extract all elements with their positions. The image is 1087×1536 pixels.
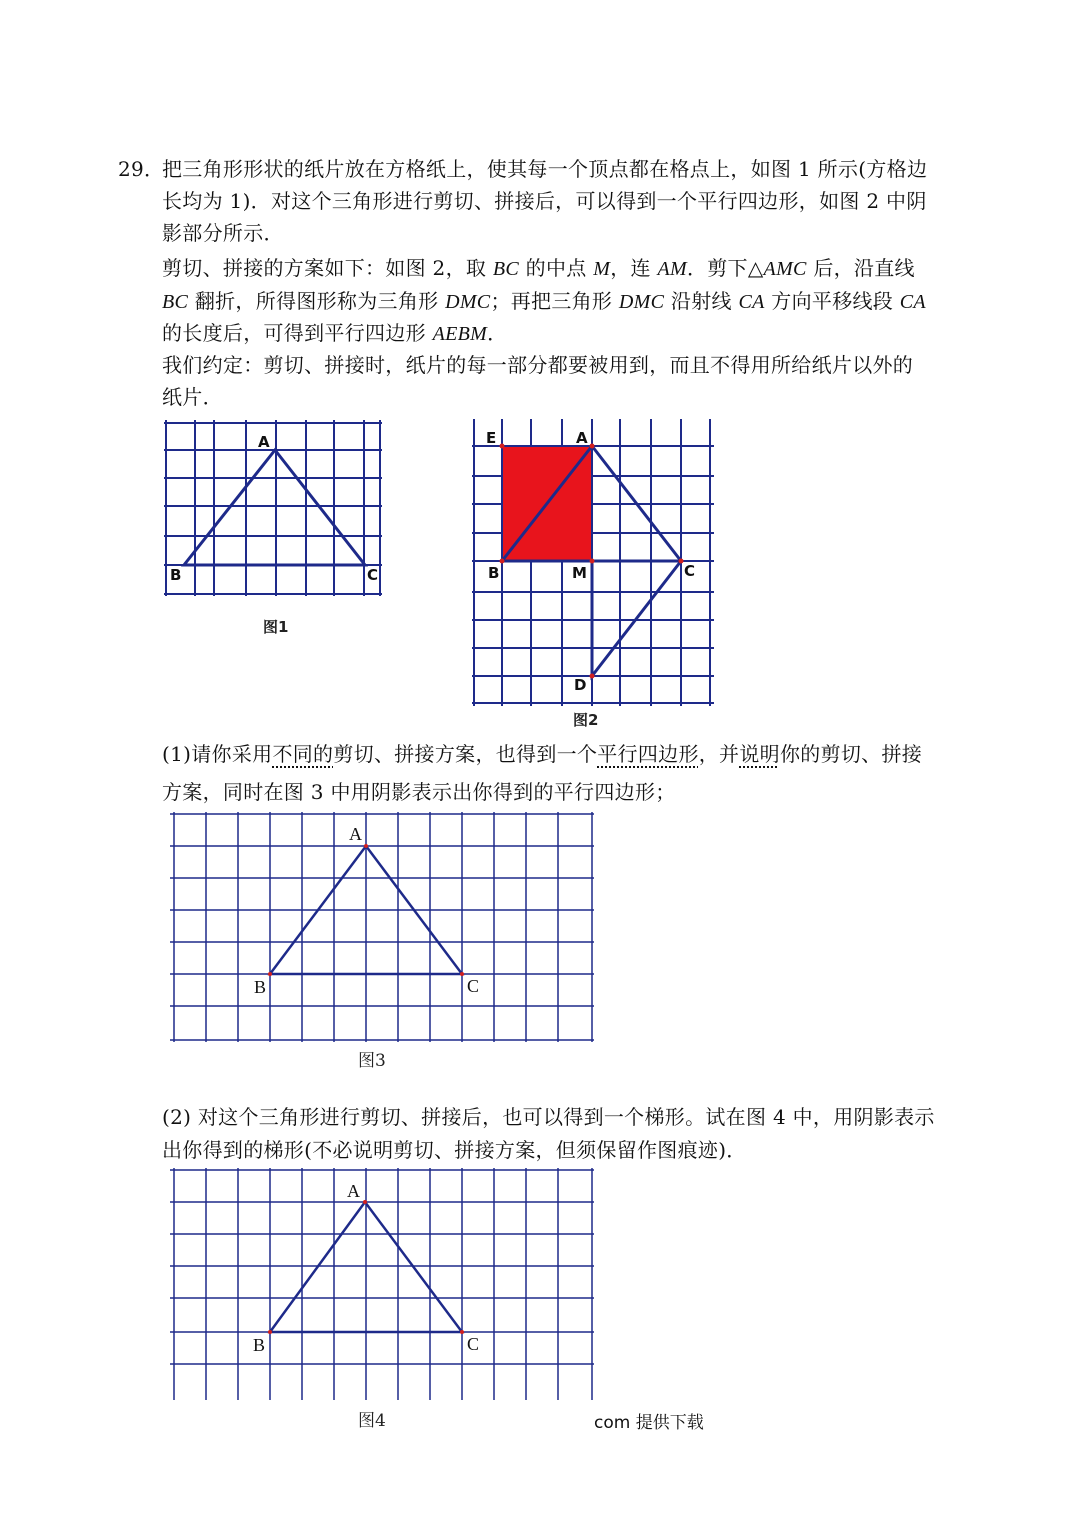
plan-line-2: BC 翻折，所得图形称为三角形 DMC；再把三角形 DMC 沿射线 CA 方向平移线段 CA xyxy=(162,289,926,313)
figure-3 xyxy=(170,812,600,1074)
question-1-line-1: (1)请你采用不同的剪切、拼接方案，也得到一个平行四边形，并说明你的剪切、拼接 xyxy=(162,742,923,766)
figure-2 xyxy=(470,416,720,731)
figure-1-caption: 图1 xyxy=(263,618,289,636)
vertex-label-a: A xyxy=(347,1181,360,1201)
figure-1 xyxy=(160,420,390,645)
intro-line-2: 长均为 1)．对这个三角形进行剪切、拼接后，可以得到一个平行四边形，如图 2 中阴 xyxy=(162,189,927,213)
vertex-label-c: C xyxy=(684,562,696,580)
vertex-label-b: B xyxy=(253,1335,266,1355)
vertex-label-b: B xyxy=(488,564,500,582)
vertex-label-b: B xyxy=(170,566,182,584)
plan-line-1: 剪切、拼接的方案如下：如图 2，取 BC 的中点 M，连 AM．剪下△AMC 后，沿直线 xyxy=(162,256,915,280)
rule-line-2: 纸片． xyxy=(162,385,223,409)
download-footer: com 提供下载 xyxy=(594,1413,704,1433)
rule-line-1: 我们约定：剪切、拼接时，纸片的每一部分都要被用到，而且不得用所给纸片以外的 xyxy=(162,353,914,377)
intro-line-3: 影部分所示． xyxy=(162,221,284,245)
figure-4-caption: 图4 xyxy=(358,1411,386,1431)
figure-4 xyxy=(170,1168,600,1438)
vertex-label-a: A xyxy=(258,433,270,451)
vertex-label-a: A xyxy=(349,824,362,844)
question-2-line-1: (2) 对这个三角形进行剪切、拼接后，也可以得到一个梯形。试在图 4 中，用阴影表示 xyxy=(162,1105,935,1129)
vertex-label-e: E xyxy=(486,429,497,447)
vertex-label-d: D xyxy=(574,676,587,694)
vertex-label-m: M xyxy=(572,564,587,582)
vertex-label-c: C xyxy=(367,566,379,584)
vertex-label-a: A xyxy=(576,429,588,447)
vertex-label-c: C xyxy=(467,976,480,996)
plan-line-3: 的长度后，可得到平行四边形 AEBM． xyxy=(162,321,508,345)
question-2-line-2: 出你得到的梯形(不必说明剪切、拼接方案，但须保留作图痕迹)． xyxy=(162,1138,747,1162)
triangle-abc xyxy=(184,450,365,565)
vertex-label-b: B xyxy=(254,977,267,997)
problem-number: 29． xyxy=(118,157,165,181)
figure-3-caption: 图3 xyxy=(358,1051,386,1071)
figure-2-caption: 图2 xyxy=(573,711,599,729)
intro-line-1: 把三角形形状的纸片放在方格纸上，使其每一个顶点都在格点上，如图 1 所示(方格边 xyxy=(162,157,928,181)
question-1-line-2: 方案，同时在图 3 中用阴影表示出你得到的平行四边形； xyxy=(162,780,676,804)
vertex-label-c: C xyxy=(467,1334,480,1354)
